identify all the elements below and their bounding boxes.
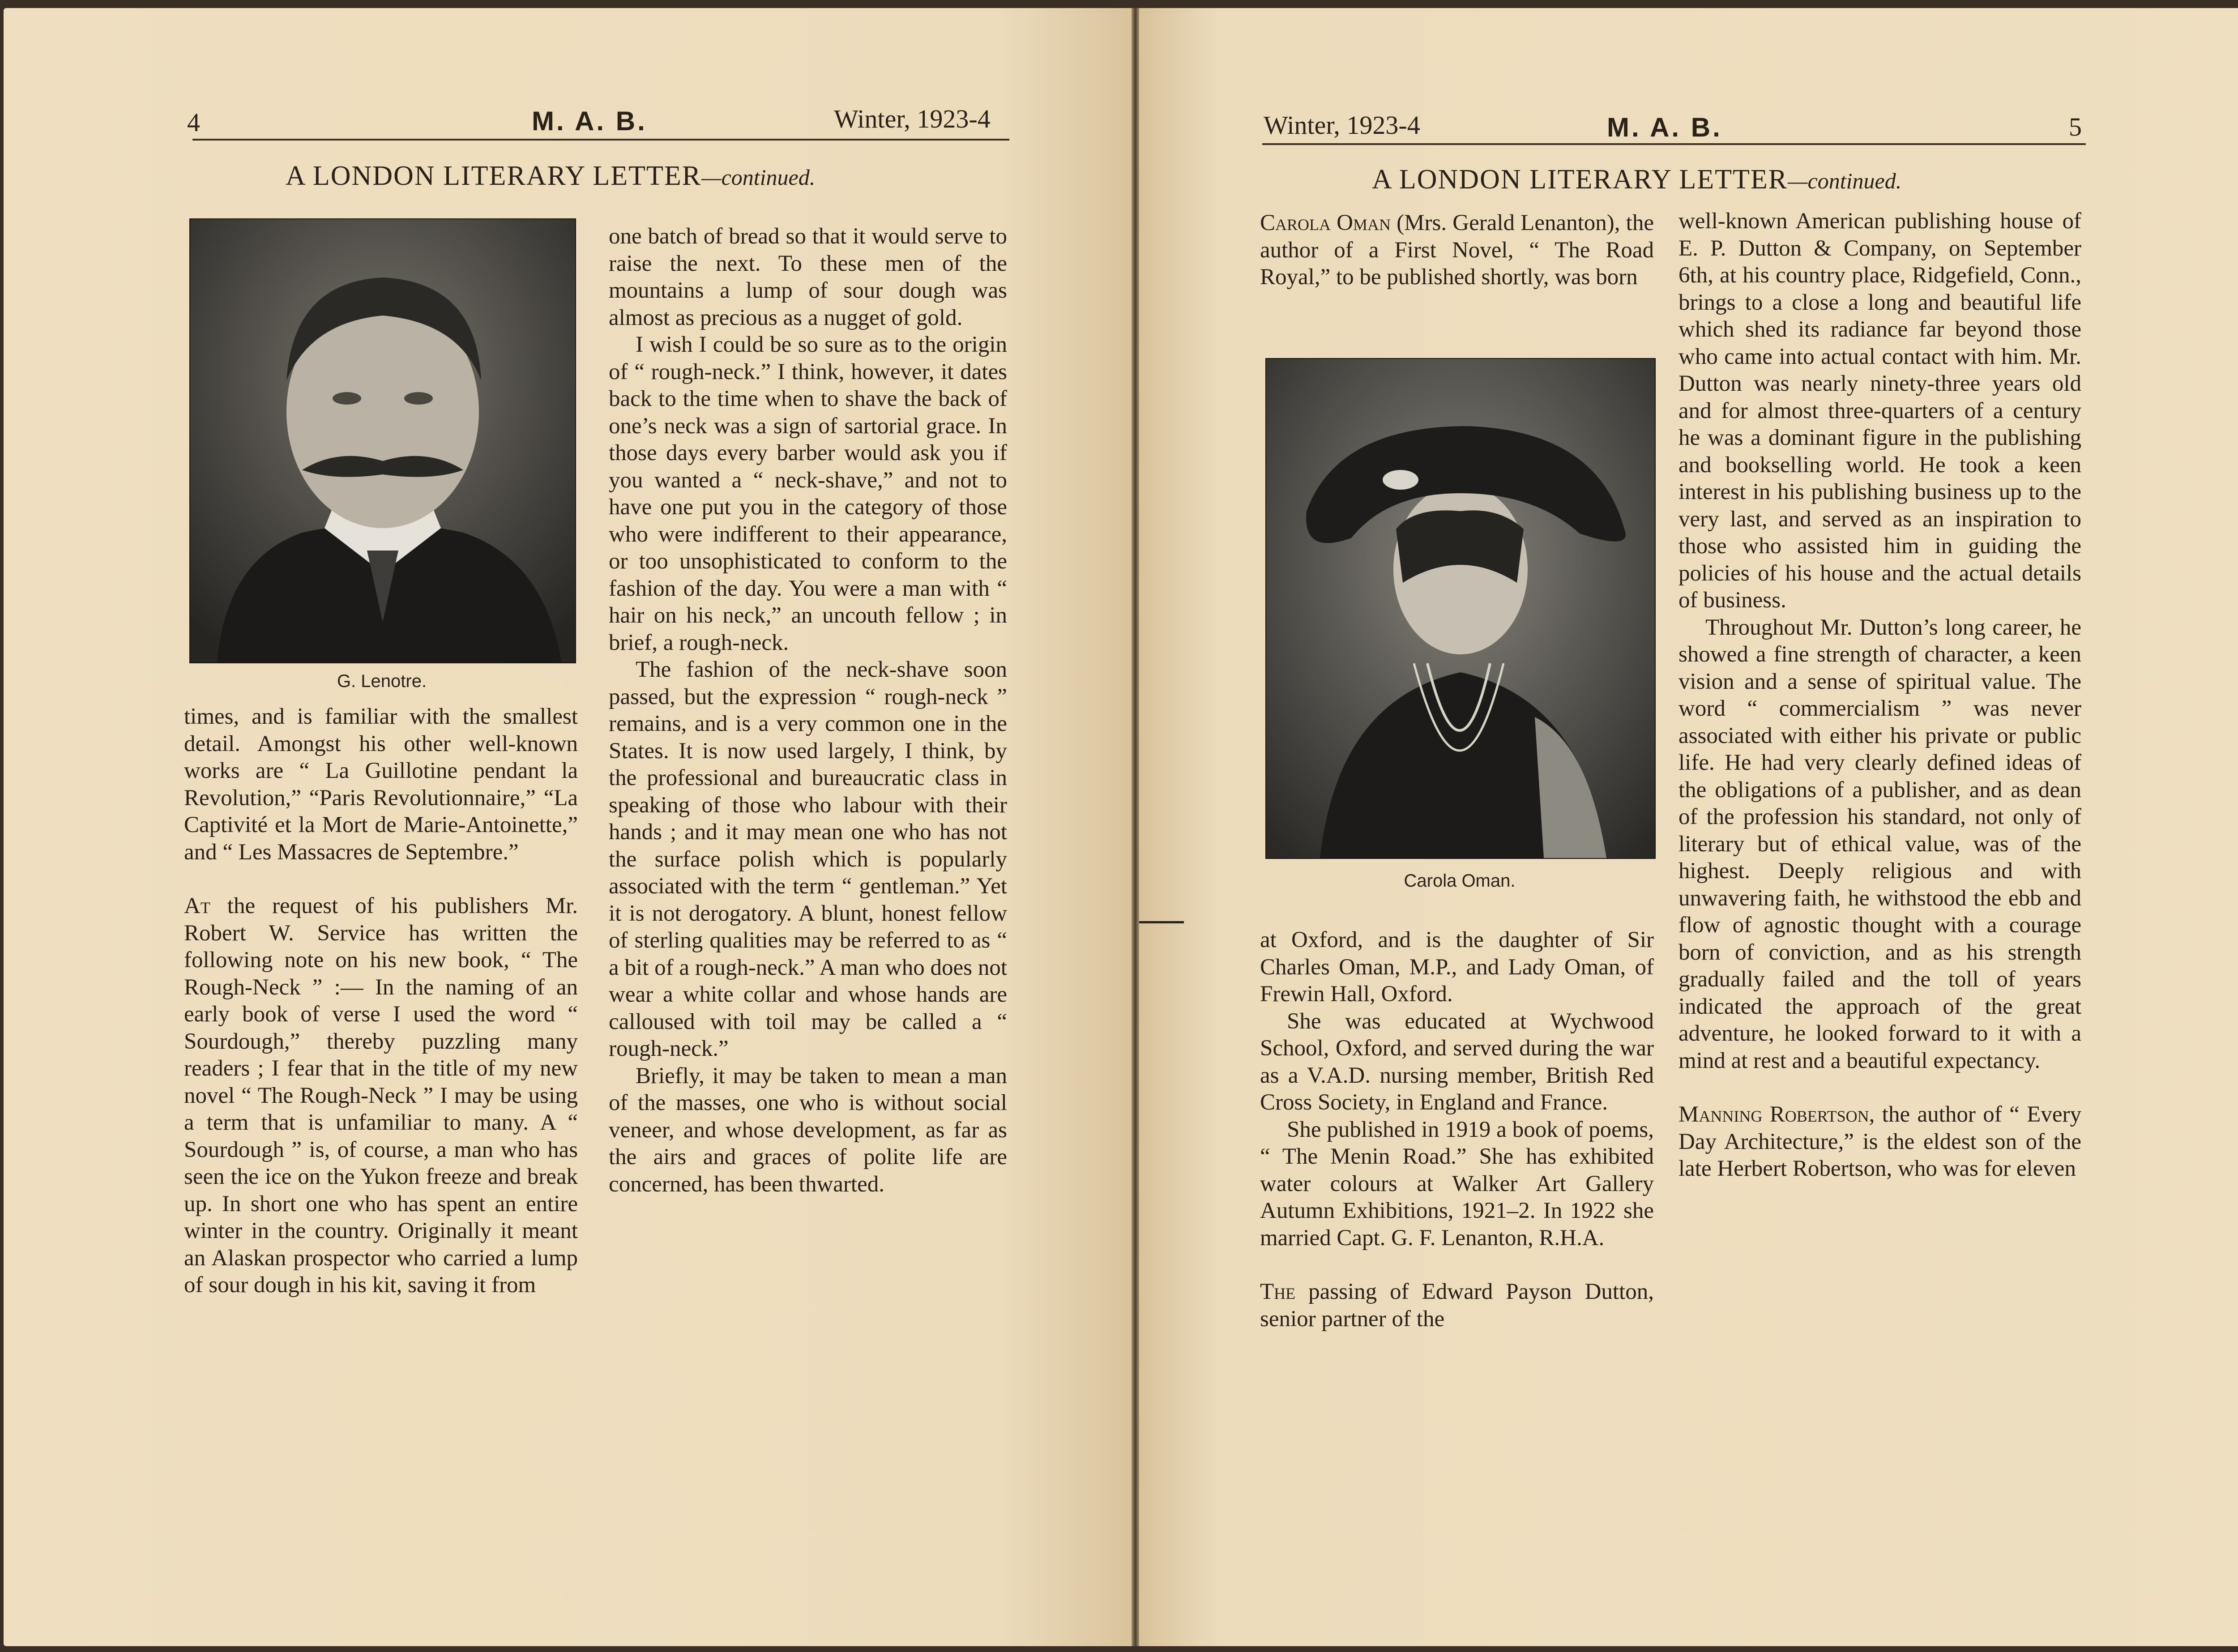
running-title: M. A. B. <box>532 106 647 136</box>
paragraph-lead: Carola Oman <box>1260 210 1391 235</box>
section-title-suffix: —continued. <box>701 165 816 190</box>
paragraph-text: (Mrs. Gerald Lenanton), the author of a First Novel, “ The Road Royal,” to be published shortly, was born <box>1260 210 1654 290</box>
issue-date: Winter, 1923-4 <box>834 104 991 133</box>
left-column-2 <box>609 223 1007 1198</box>
portrait-g-lenotre <box>189 218 576 663</box>
right-page <box>1139 8 2238 1646</box>
paragraph: times, and is familiar with the smallest detail. Amongst his other well-known works are “ La Guillotine pendant la Revolution,” “Paris Revolutionnaire,” “La Captivité et la Mort de Marie-Antoinette,” and “ Les Massacres de Septembre.” <box>184 704 578 865</box>
page-number: 5 <box>2069 112 2082 141</box>
section-title-text: A LONDON LITERARY LETTER <box>286 161 702 191</box>
paragraph: Briefly, it may be taken to mean a man of the masses, one who is without social veneer, and whose development, as far as the airs and graces of polite life are concerned, has been thwarted. <box>609 1063 1007 1197</box>
paragraph <box>1260 1278 1654 1332</box>
paragraph-lead: At <box>184 893 210 918</box>
left-column-1 <box>184 703 578 1299</box>
header-rule <box>192 139 1009 141</box>
paragraph: The fashion of the neck-shave soon passed, but the expression “ rough-neck ” remains, and is a very common one in the States. It is now used largely, I think, by the professional and bureaucratic class in speaking of those who labour with their hands ; and it may mean one who has not the surface polish which is popularly associated with the term “ gentleman.” Yet it is not derogatory. A blunt, honest fellow of sterling qualities may be referred to as “ a bit of a rough-neck.” A man who does not wear a white collar and whose hands are calloused with toil may be called a “ rough-neck.” <box>609 657 1007 1061</box>
right-column-2 <box>1678 208 2081 1182</box>
section-title <box>286 160 815 192</box>
right-column-1 <box>1260 209 1654 291</box>
paragraph: She published in 1919 a book of poems, “ The Menin Road.” She has exhibited water colours at Walker Art Gallery Autumn Exhibitions, 1921–2. In 1922 she married Capt. G. F. Lenanton, R.H.A. <box>1260 1117 1654 1251</box>
header-rule <box>1262 143 2086 145</box>
portrait-carola-oman <box>1265 358 1656 859</box>
paragraph-lead: The <box>1260 1279 1296 1304</box>
left-page <box>4 8 1132 1646</box>
paragraph: She was educated at Wychwood School, Oxford, and served during the war as a V.A.D. nursing member, British Red Cross Society, in England and France. <box>1260 1008 1654 1115</box>
paragraph <box>1260 209 1654 291</box>
page-edge-mark <box>1139 921 1184 923</box>
running-title: M. A. B. <box>1607 112 1722 142</box>
photo-caption: G. Lenotre. <box>337 671 427 691</box>
book-spine <box>1132 8 1139 1646</box>
section-title-suffix: —continued. <box>1788 168 1902 193</box>
paragraph-text: , the author of “ Every Day Architecture,” is the eldest son of the late Herbert Robertson, who was for eleven <box>1678 1102 2081 1181</box>
issue-date: Winter, 1923-4 <box>1264 111 1420 140</box>
paragraph: Throughout Mr. Dutton’s long career, he showed a fine strength of character, a keen vision and a sense of spiritual value. The word “ commercialism ” was never associated with either his private or public life. He had very clearly defined ideas of the obligations of a publisher, and as dean of the profession his standard, not only of literary but of ethical value, was of the highest. Deeply religious and with unwavering faith, he withstood the ebb and flow of agnostic thought with a courage born of conviction, and as his strength gradually failed and the toll of years indicated the approach of the great adventure, he looked forward to it with a mind at rest and a beautiful expectancy. <box>1678 615 2081 1073</box>
paragraph: well-known American publishing house of E. P. Dutton & Company, on September 6th, at his country place, Ridgefield, Conn., brings to a close a long and beautiful life which shed its radiance far beyond those who came into actual contact with him. Mr. Dutton was nearly ninety-three years old and for almost three-quarters of a century he was a dominant figure in the publishing and bookselling world. He took a keen interest in his publishing business up to the very last, and served as an inspiration to those who assisted him in guiding the policies of his house and the actual details of business. <box>1678 209 2081 613</box>
page-number: 4 <box>187 108 200 137</box>
photo-caption: Carola Oman. <box>1404 871 1516 891</box>
paragraph-lead: Manning Robertson <box>1678 1102 1869 1127</box>
paragraph <box>184 892 578 1299</box>
paragraph: at Oxford, and is the daughter of Sir Charles Oman, M.P., and Lady Oman, of Frewin Hall, Oxford. <box>1260 927 1654 1007</box>
paragraph: one batch of bread so that it would serve to raise the next. To these men of the mountains a lump of sour dough was almost as precious as a nugget of gold. <box>609 224 1007 330</box>
paragraph-text: passing of Edward Payson Dutton, senior partner of the <box>1260 1279 1654 1332</box>
paragraph: I wish I could be so sure as to the origin of “ rough-neck.” I think, however, it dates back to the time when to shave the back of one’s neck was a sign of sartorial grace. In those days every barber would ask you if you wanted a “ neck-shave,” and not to have one put you in the category of those who were indifferent to their appearance, or too unsophisticated to conform to the fashion of the day. You were a man with “ hair on his neck,” an uncouth fellow ; in brief, a rough-neck. <box>609 332 1007 655</box>
section-title-text: A LONDON LITERARY LETTER <box>1372 164 1788 195</box>
section-title <box>1372 164 1901 196</box>
paragraph <box>1678 1101 2081 1182</box>
right-column-1-cont <box>1260 926 1654 1332</box>
paragraph-text: the request of his publishers Mr. Robert W. Service has written the following note on his new book, “ The Rough-Neck ” :— In the naming of an early book of verse I used the word “ Sourdough,” thereby puzzling many readers ; I fear that in the title of my new novel “ The Rough-Neck ” I may be using a term that is unfamiliar to many. A “ Sourdough ” is, of course, a man who has seen the ice on the Yukon freeze and break up. In short one who has spent an entire winter in the country. Originally it meant an Alaskan prospector who carried a lump of sour dough in his kit, saving it from <box>184 893 578 1298</box>
